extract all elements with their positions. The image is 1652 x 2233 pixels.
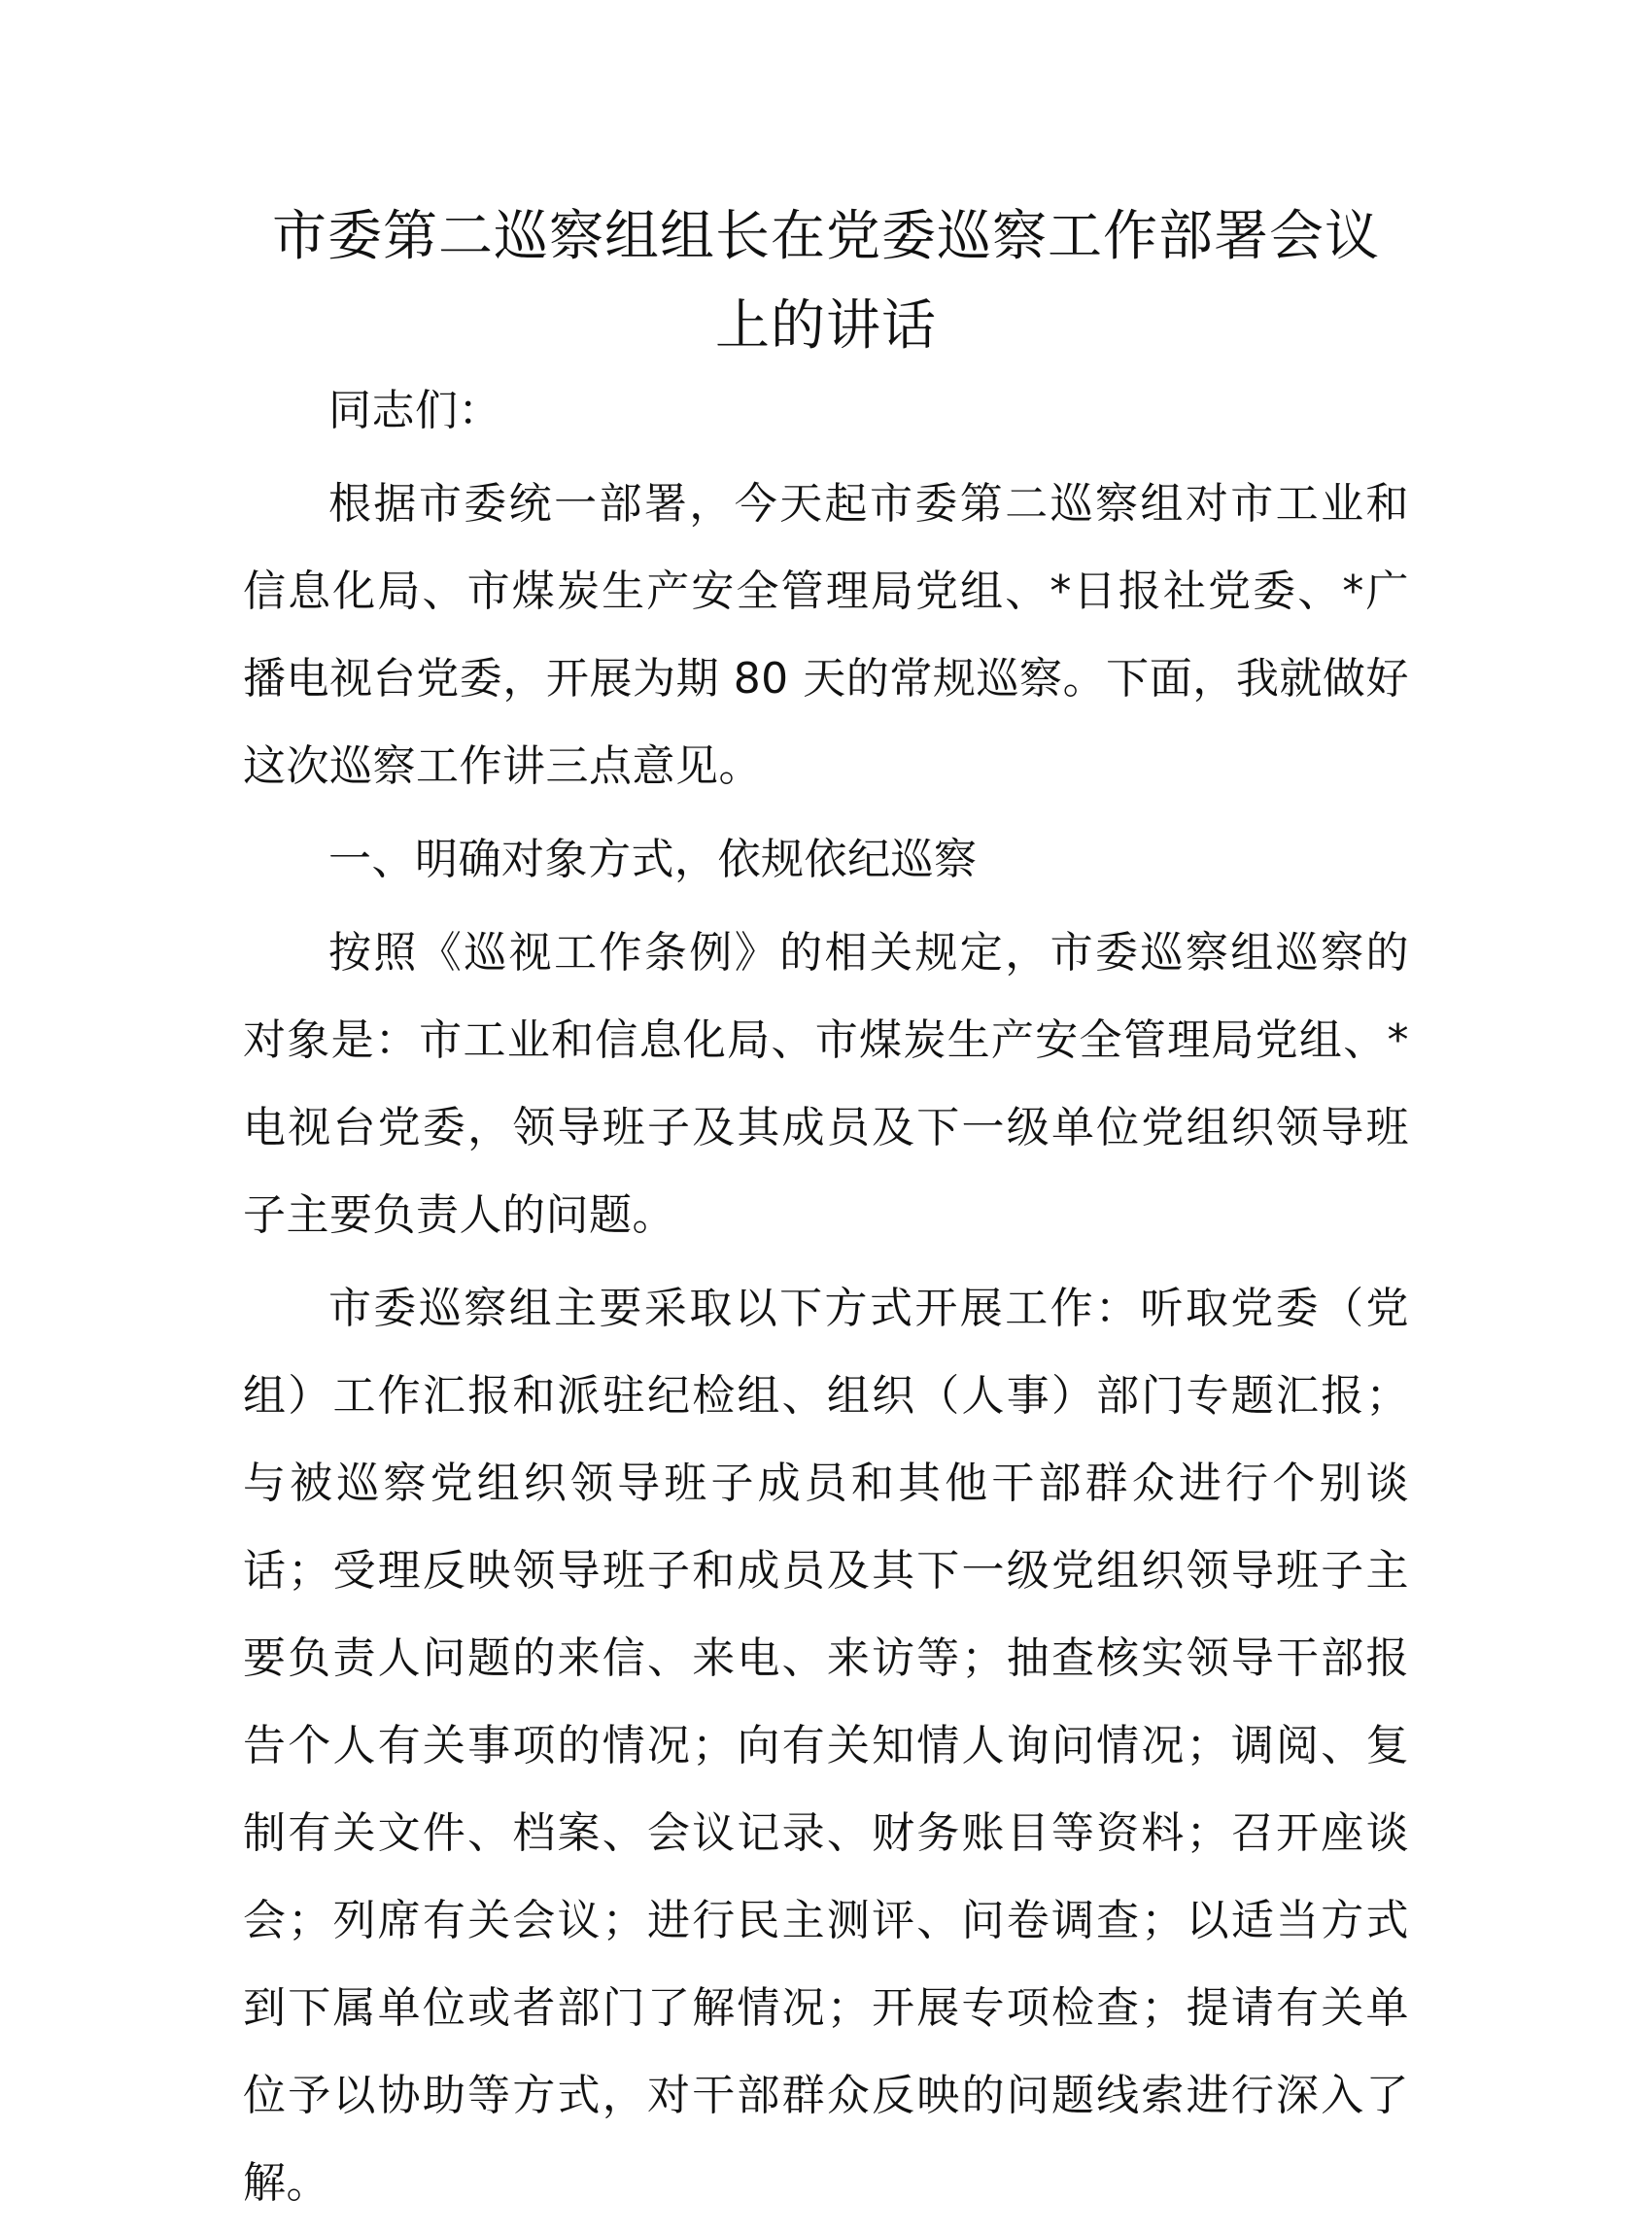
salutation: 同志们： xyxy=(328,386,501,435)
paragraph-methods: 市委巡察组主要采取以下方式开展工作：听取党委（党组）工作汇报和派驻纪检组、组织（人事）部门专题汇报；与被巡察党组织领导班子成员和其他干部群众进行个别谈话；受理反映领导班子和成员及其下一级党组织领导班子主要负责人问题的来信、来电、来访等；抽查核实领导干部报告个人有关事项的情况；向有关知情人询问情况；调阅、复制有关文件、档案、会议记录、财务账目等资料；召开座谈会；列席有关会议；进行民主测评、问卷调查；以适当方式到下属单位或者部门了解情况；开展专项检查；提请有关单位予以协助等方式，对干部群众反映的问题线索进行深入了解。 xyxy=(243,1284,1409,2208)
paragraph-intro: 根据市委统一部署，今天起市委第二巡察组对市工业和信息化局、市煤炭生产安全管理局党组、*日报社党委、*广播电视台党委，开展为期 80 天的常规巡察。下面，我就做好这次巡察工作讲三点意见。 xyxy=(243,479,1409,791)
document-title xyxy=(243,192,1409,371)
title-line-2: 上的讲话 xyxy=(715,294,937,358)
paragraph-scope: 按照《巡视工作条例》的相关规定，市委巡察组巡察的对象是：市工业和信息化局、市煤炭生产安全管理局党组、*电视台党委，领导班子及其成员及下一级单位党组织领导班子主要负责人的问题。 xyxy=(243,928,1409,1240)
title-line-1: 市委第二巡察组组长在党委巡察工作部署会议 xyxy=(272,205,1380,268)
section-heading-1: 一、明确对象方式，依规依纪巡察 xyxy=(328,835,978,884)
document-body xyxy=(243,367,1409,2233)
